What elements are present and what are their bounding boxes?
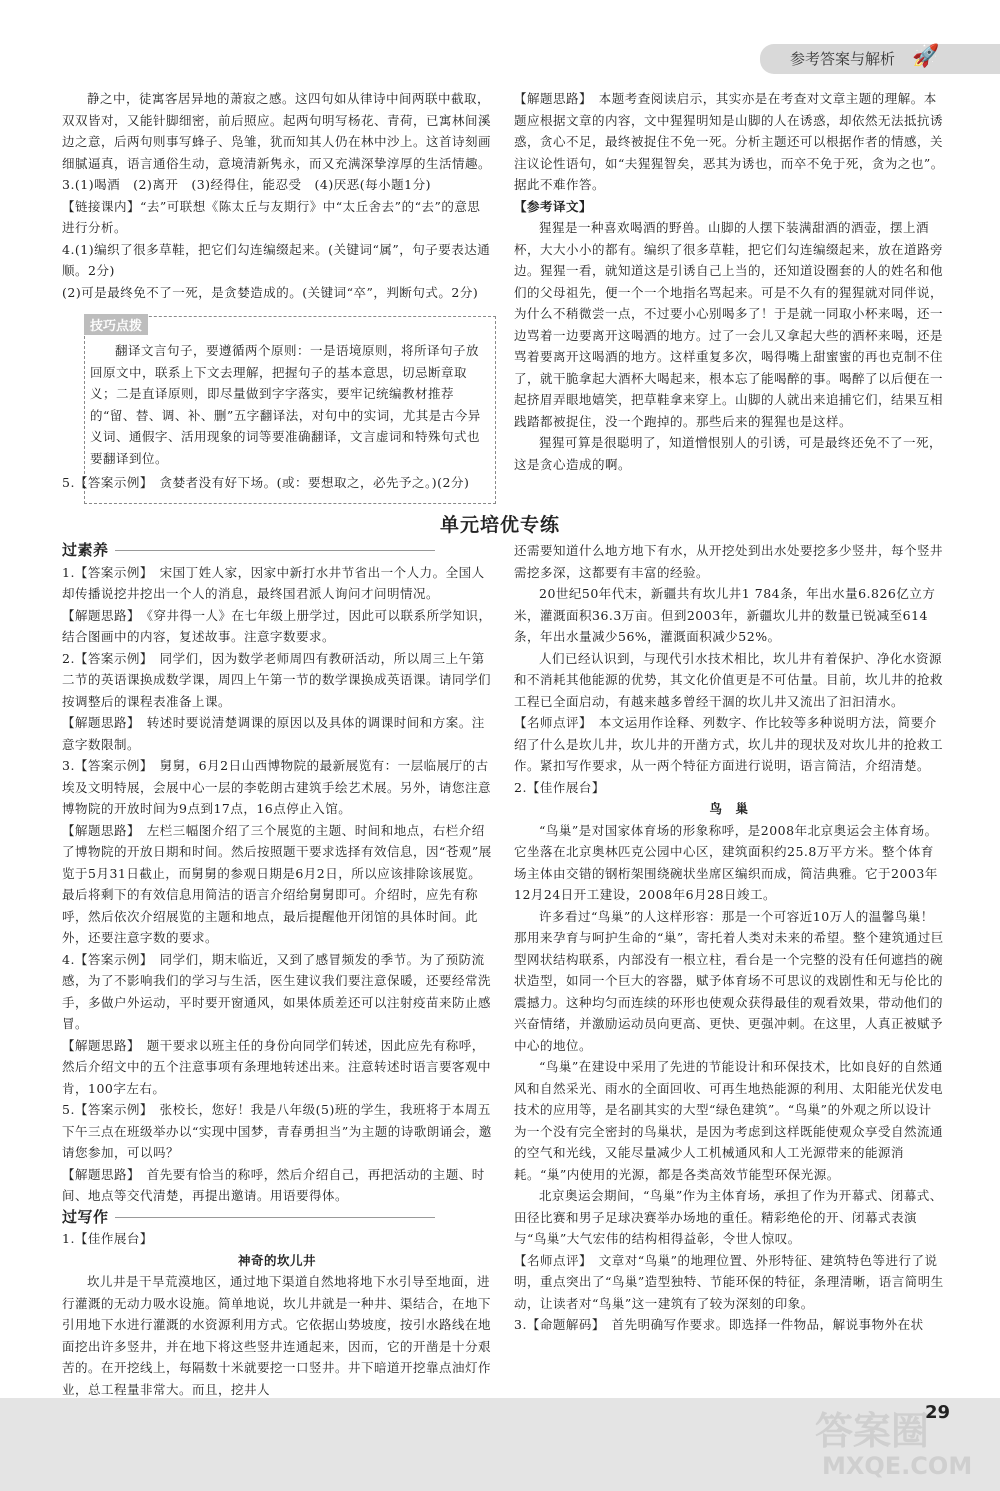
paragraph: 【解题思路】 题干要求以班主任的身份向同学们转述，因此应先有称呼，然后介绍文中的五个注意事项有条理地转述出来。注意转述时语言要客观中肯，100字左右。 <box>62 1037 492 1096</box>
paragraph: 3.【答案示例】 舅舅，6月2日山西博物院的最新展览有：一层临展厅的古埃及文明特展，会展中心一层的李乾朗古建筑手绘艺术展。另外，请您注意博物院的开放时间为9点到17点，16点停止入馆。 <box>62 758 492 816</box>
divider <box>115 1217 435 1218</box>
paragraph: 5.【答案示例】 张校长，您好！我是八年级(5)班的学生，我班将于本周五下午三点在班级举办以“实现中国梦，青春勇担当”为主题的诗歌朗诵会，邀请您参加，可以吗？ <box>62 1102 492 1160</box>
paragraph: 5.【答案示例】 贪婪者没有好下场。(或：要想取之，必先予之。)(2分) <box>62 475 470 490</box>
rocket-icon: 🚀 <box>912 44 940 69</box>
paragraph: 20世纪50年代末，新疆共有坎儿井1 784条，年出水量6.826亿立方米，灌溉面积36.3万亩。但到2003年，新疆坎儿井的数量已锐减至614条，年出水量减少56%，灌溉面积减少52%。 <box>514 586 936 644</box>
paragraph: 许多看过“鸟巢”的人这样形容：那是一个可容近10万人的温馨鸟巢！那用来孕育与呵护生命的“巢”，寄托着人类对未来的希望。整个建筑通过巨型网状结构联系，内部没有一根立柱，看台是一个完整的没有任何遮挡的碗状造型，如同一个巨大的容器，赋予体育场不可思议的戏剧性和无与伦比的震撼力。这种均匀而连续的环形也使观众获得最佳的观看效果，带动他们的兴奋情绪，并激励运动员向更高、更快、更强冲刺。在这里，人真正被赋予中心的地位。 <box>514 908 944 1053</box>
watermark-logo: 答案圈 <box>815 1409 930 1453</box>
subsection-title <box>62 540 492 562</box>
left-top-text <box>62 88 492 303</box>
paragraph: 3.【命题解码】 首先明确写作要求。即选择一件物品，解说事物外在状 <box>514 1317 924 1332</box>
left-bottom-text <box>62 540 492 1400</box>
subsection-label: 过写作 <box>62 1207 109 1226</box>
paragraph: 1.【佳作展台】 <box>62 1231 153 1246</box>
paragraph: “鸟巢”是对国家体育场的形象称呼，是2008年北京奥运会主体育场。它坐落在北京奥林匹克公园中心区，建筑面积约25.8万平方米。整个体育场主体由交错的钢桁架围绕碗状坐席区编织而成，简洁典雅。它于2003年12月24日开工建设，2008年6月28日竣工。 <box>514 822 938 902</box>
left-q5 <box>62 472 492 494</box>
paragraph: 【链接课内】“去”可联想《陈太丘与友期行》中“太丘舍去”的“去”的意思进行分析。 <box>62 198 481 235</box>
paragraph: 【参考译文】 <box>514 198 593 214</box>
paragraph: 猩猩是一种喜欢喝酒的野兽。山脚的人摆下装满甜酒的酒壶，摆上酒杯，大大小小的都有。编织了很多草鞋，把它们勾连编缀起来，放在道路旁边。猩猩一看，就知道这是引诱自己上当的，还知道设圈套的人的姓名和他们的父母祖先，便一个一个地指名骂起来。可是不久有的猩猩就对同伴说，为什么不稍微尝一点，不过要小心别喝多了！于是就一同取小杯来喝，还一边骂着一边要离开这喝酒的地方。过了一会儿又拿起大些的酒杯来喝，还是骂着要离开这喝酒的地方。这样重复多次，喝得嘴上甜蜜蜜的再也克制不住了，就干脆拿起大酒杯大喝起来，根本忘了能喝醉的事。喝醉了以后便在一起挤眉弄眼地嬉笑，把草鞋拿来穿上。山脚的人就出来追捕它们，结果互相践踏都被捉住，没一个跑掉的。那些后来的猩猩也是这样。 <box>514 220 944 429</box>
paragraph: 【名师点评】 本文运用作诠释、列数字、作比较等多种说明方法，简要介绍了什么是坎儿井，坎儿井的开凿方式，坎儿井的现状及对坎儿井的抢救工作。紧扣写作要求，从一两个特征方面进行说明，语言简洁，介绍清楚。 <box>514 715 944 773</box>
paragraph: 【解题思路】 本题考查阅读启示，其实亦是在考查对文章主题的理解。本题应根据文章的内容，文中猩猩明知是山脚的人在诱惑，却依然无法抵抗诱惑，贪心不足，最终被捉住不免一死。分析主题还可以根据作者的情感，关注议论性语句，如“夫猩猩智矣，恶其为诱也，而卒不免于死，贪为之也”。据此不难作答。 <box>514 91 944 192</box>
skill-tag: 技巧点拨 <box>84 314 148 335</box>
paragraph: 猩猩可算是很聪明了，知道憎恨别人的引诱，可是最终还免不了一死，这是贪心造成的啊。 <box>514 435 943 472</box>
section-title: 单元培优专练 <box>439 514 560 536</box>
paragraph: 【名师点评】 文章对“鸟巢”的地理位置、外形特征、建筑特色等进行了说明，重点突出了“鸟巢”造型独特、节能环保的特征，条理清晰，语言简明生动，让读者对“鸟巢”这一建筑有了较为深刻的印象。 <box>514 1252 944 1311</box>
paragraph: 2.【佳作展台】 <box>514 779 605 795</box>
right-bottom-text <box>514 540 944 1400</box>
subsection-label: 过素养 <box>62 541 109 559</box>
skill-text <box>90 340 488 469</box>
paragraph: 静之中，徒寓客居异地的萧寂之感。这四句如从律诗中间两联中截取，双双皆对，又能针脚细密，前后照应。起两句明写杨花、青荷，已寓林间溪边之意，后两句则事写蜂子、凫雏，犹而知其人仍在林中沙上。这首诗刻画细腻逼真，语言通俗生动，意境清新隽永，而又充满深挚淳厚的生活情趣。 <box>62 91 492 171</box>
essay-title: 鸟 巢 <box>709 801 749 816</box>
watermark-url: MXQE.COM <box>822 1452 973 1480</box>
divider <box>115 550 435 551</box>
paragraph: 【解题思路】 转述时要说清楚调课的原因以及具体的调课时间和方案。注意字数限制。 <box>62 715 485 752</box>
essay-title: 神奇的坎儿井 <box>237 1252 316 1268</box>
subsection-title <box>62 1207 492 1229</box>
paragraph: 2.【答案示例】 同学们，因为数学老师周四有教研活动，所以周三上午第二节的英语课换成数学课，周四上午第一节的数学课换成英语课。请同学们按调整后的课程表准备上课。 <box>62 650 492 709</box>
paragraph: (2)可是最终免不了一死，是贪婪造成的。(关键词“卒”，判断句式。2分) <box>62 284 479 300</box>
right-top-text <box>514 88 944 475</box>
header-title: 参考答案与解析 <box>790 50 896 68</box>
paragraph: 【解题思路】 首先要有恰当的称呼，然后介绍自己，再把活动的主题、时间、地点等交代清楚，再提出邀请。用语要得体。 <box>62 1166 485 1203</box>
paragraph: 翻译文言句子，要遵循两个原则：一是语境原则，将所译句子放回原文中，联系上下文去理解，把握句子的基本意思，切忌断章取义；二是直译原则，即尽量做到字字落实，要牢记统编教材推荐的“留、替、调、补、删”五字翻译法，对句中的实词，尤其是古今异义词、通假字、活用现象的词等要准确翻译，文言虚词和特殊句式也要翻译到位。 <box>90 343 481 466</box>
paragraph: 北京奥运会期间，“鸟巢”作为主体育场，承担了作为开幕式、闭幕式、田径比赛和男子足球决赛举办场地的重任。精彩绝伦的开、闭幕式表演与“鸟巢”大气宏伟的结构相得益彰，令世人惊叹。 <box>514 1188 943 1246</box>
paragraph: 4.【答案示例】 同学们，期末临近，又到了感冒频发的季节。为了预防流感，为了不影响我们的学习与生活，医生建议我们要注意保暖，还要经常洗手，多做户外运动，平时要开窗通风，如果体质差还可以注射疫苗来防止感冒。 <box>62 951 492 1031</box>
paragraph: “鸟巢”在建设中采用了先进的节能设计和环保技术，比如良好的自然通风和自然采光、雨水的全面回收、可再生地热能源的利用、太阳能光伏发电技术的应用等，是名副其实的大型“绿色建筑”。“鸟巢”的外观之所以设计为一个没有完全密封的鸟巢状，是因为考虑到这样既能使观众享受自然流通的空气和光线，又能尽量减少人工机械通风和人工光源带来的能源消耗。“巢”内使用的光源，都是各类高效节能型环保光源。 <box>514 1059 944 1182</box>
paragraph: 1.【答案示例】 宋国丁姓人家，因家中新打水井节省出一个人力。全国人却传播说挖井挖出一个人的消息，最终国君派人询问才问明情况。 <box>62 564 485 601</box>
paragraph: 还需要知道什么地方地下有水，从开挖处到出水处要挖多少竖井，每个竖井需挖多深，这都要有丰富的经验。 <box>514 543 944 580</box>
paragraph: 3.(1)喝酒 (2)离开 (3)经得住，能忍受 (4)厌恶(每小题1分) <box>62 177 431 192</box>
paragraph: 4.(1)编织了很多草鞋，把它们勾连编缀起来。(关键词“属”，句子要表达通顺。2分) <box>62 241 491 278</box>
paragraph: 坎儿井是干旱荒漠地区，通过地下渠道自然地将地下水引导至地面，进行灌溉的无动力吸水设施。简单地说，坎儿井就是一种井、渠结合，在地下引用地下水进行灌溉的水资源利用方式。它依据山势坡度，按引水路线在地面挖出许多竖井，并在地下将这些竖井连通起来，因而，它的开凿是十分艰苦的。在开挖线上，每隔数十米就要挖一口竖井。井下暗道开挖靠点油灯作业，总工程量非常大。而且，挖井人 <box>62 1274 492 1397</box>
paragraph: 【解题思路】 《穿井得一人》在七年级上册学过，因此可以联系所学知识，结合图画中的内容，复述故事。注意字数要求。 <box>62 607 492 644</box>
page-number: 29 <box>925 1402 951 1423</box>
paragraph: 人们已经认识到，与现代引水技术相比，坎儿井有着保护、净化水资源和不消耗其他能源的优势，其文化价值更是不可估量。目前，坎儿井的抢救工程已全面启动，有越来越多曾经干涸的坎儿井又流出了汩汩清水。 <box>514 650 944 709</box>
paragraph: 【解题思路】 左栏三幅图介绍了三个展览的主题、时间和地点，右栏介绍了博物院的开放日期和时间。然后按照题干要求选择有效信息，因“苍观”展览于5月31日截止，而舅舅的参观日期是6月2日，所以应该排除该展览。最后将剩下的有效信息用简洁的语言介绍给舅舅即可。介绍时，应先有称呼，然后依次介绍展览的主题和地点，最后提醒他开闭馆的具体时间。此外，还要注意字数的要求。 <box>62 822 492 945</box>
